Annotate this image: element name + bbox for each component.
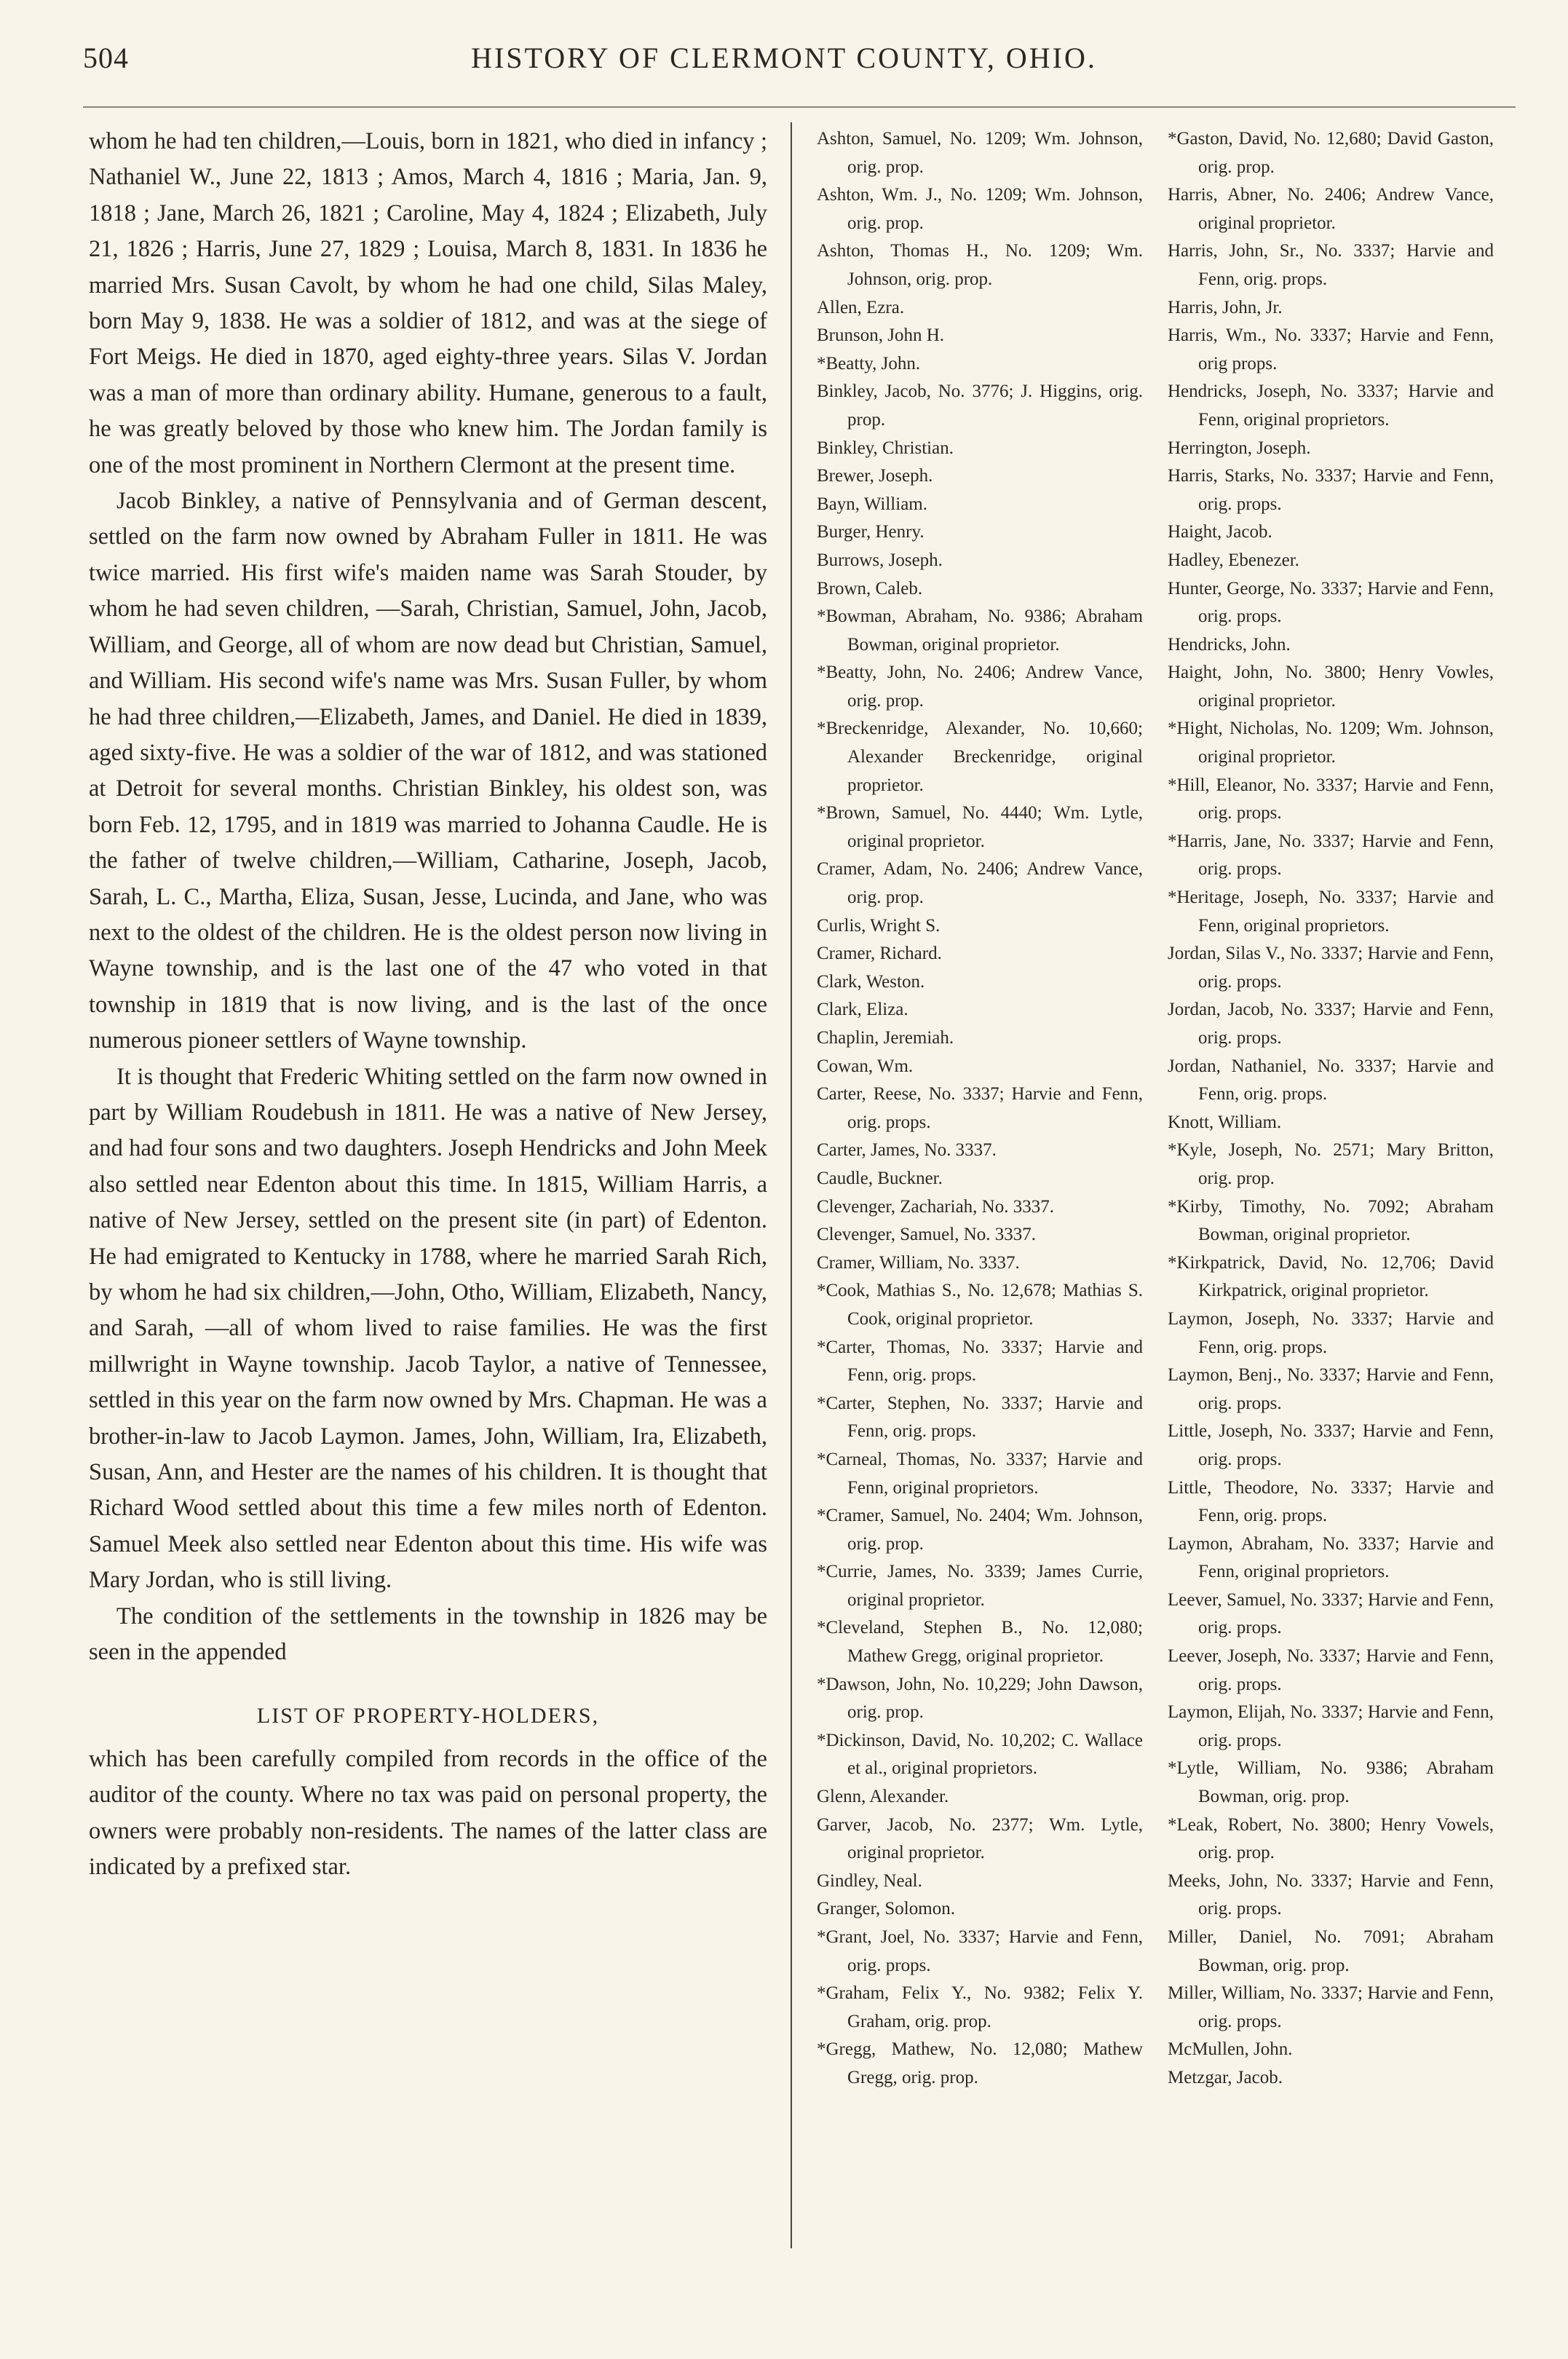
property-holder-entry: Harris, John, Sr., No. 3337; Harvie and Fenn, orig. props. [1168,241,1494,289]
property-holder-entry: Bayn, William. [817,494,927,514]
property-holder-entry: Burger, Henry. [817,522,924,542]
property-holder-entry: Allen, Ezra. [817,297,905,317]
header-rule [83,106,1516,108]
property-holder-entry: Carter, James, No. 3337. [817,1140,997,1161]
property-list-column-2 [1168,125,1494,2093]
property-holder-entry: Cramer, Adam, No. 2406; Andrew Vance, orig. prop. [817,859,1143,908]
property-holder-entry: Harris, Abner, No. 2406; Andrew Vance, original proprietor. [1168,185,1494,233]
property-holder-entry: *Beatty, John, No. 2406; Andrew Vance, orig. prop. [817,663,1143,711]
property-holder-entry: Cowan, Wm. [817,1056,914,1076]
property-holder-entry: *Harris, Jane, No. 3337; Harvie and Fenn, orig. props. [1168,831,1494,880]
property-holder-entry: Herrington, Joseph. [1168,438,1311,458]
property-holder-entry: Laymon, Elijah, No. 3337; Harvie and Fenn, orig. props. [1168,1702,1494,1750]
property-holder-entry: *Beatty, John. [817,353,921,374]
property-holder-entry: Hadley, Ebenezer. [1168,550,1299,570]
property-holder-entry: Miller, Daniel, No. 7091; Abraham Bowman, orig. prop. [1168,1927,1494,1975]
paragraph: whom he had ten children,—Louis, born in 1821, who died in infancy ; Nathaniel W., June 22, 1813 ; Amos, March 4, 1816 ; Maria, Jan. 9, 1818 ; Jane, March 26, 1821 ; Caroline, May 4, 1824 ; Elizabeth, July 21, 1826 ; Harris, June 27, 1829 ; Louisa, March 8, 1831. In 1836 he married Mrs. Susan Cavolt, by whom he had one child, Silas Maley, born May 9, 1838. He was a soldier of 1812, and was at the siege of Fort Meigs. He died in 1870, aged eighty-three years. Silas V. Jordan was a man of more than ordinary ability. Humane, generous to a fault, he was greatly beloved by those who knew him. The Jordan family is one of the most prominent in Northern Clermont at the present time. [89,128,767,478]
property-holder-entry: Jordan, Silas V., No. 3337; Harvie and Fenn, orig. props. [1168,944,1494,992]
property-holder-entry: *Carter, Stephen, No. 3337; Harvie and Fenn, orig. props. [817,1393,1143,1442]
property-holder-entry: Miller, William, No. 3337; Harvie and Fenn, orig. props. [1168,1983,1494,2031]
property-holder-entry: Harris, Starks, No. 3337; Harvie and Fenn, orig. props. [1168,466,1494,514]
property-holder-entry: *Brown, Samuel, No. 4440; Wm. Lytle, original proprietor. [817,803,1143,851]
property-holder-entry: *Kirkpatrick, David, No. 12,706; David Kirkpatrick, original proprietor. [1168,1252,1494,1301]
property-holder-entry: *Graham, Felix Y., No. 9382; Felix Y. Graham, orig. prop. [817,1983,1143,2031]
property-holder-entry: Little, Theodore, No. 3337; Harvie and Fenn, orig. props. [1168,1477,1494,1526]
property-holder-entry: Brewer, Joseph. [817,466,933,486]
property-holder-entry: *Cook, Mathias S., No. 12,678; Mathias S. Cook, original proprietor. [817,1281,1143,1329]
property-list-column-1 [817,125,1143,2093]
property-holder-entry: Hendricks, Joseph, No. 3337; Harvie and Fenn, original proprietors. [1168,382,1494,430]
property-holder-entry: Curlis, Wright S. [817,915,941,936]
property-holder-entry: Cramer, William, No. 3337. [817,1252,1020,1273]
property-holder-entry: Clark, Eliza. [817,1000,908,1020]
property-holder-entry: Granger, Solomon. [817,1899,955,1919]
property-holder-entry: Ashton, Samuel, No. 1209; Wm. Johnson, orig. prop. [817,129,1143,177]
property-holder-entry: *Breckenridge, Alexander, No. 10,660; Alexander Breckenridge, original proprietor. [817,719,1143,795]
property-holder-entry: *Grant, Joel, No. 3337; Harvie and Fenn, orig. props. [817,1927,1143,1975]
list-heading: LIST OF PROPERTY-HOLDERS, [256,1704,600,1728]
property-holder-entry: Clevenger, Zachariah, No. 3337. [817,1196,1054,1217]
property-holder-entry: *Kirby, Timothy, No. 7092; Abraham Bowman, original proprietor. [1168,1196,1494,1245]
property-holder-entry: *Carter, Thomas, No. 3337; Harvie and Fenn, orig. props. [817,1337,1143,1386]
property-holder-entry: *Hill, Eleanor, No. 3337; Harvie and Fenn, orig. props. [1168,775,1494,823]
column-divider [791,122,792,2248]
running-head-title: HISTORY OF CLERMONT COUNTY, OHIO. [471,42,1097,74]
property-holder-entry: Little, Joseph, No. 3337; Harvie and Fenn, orig. props. [1168,1421,1494,1469]
property-holder-entry: Hendricks, John. [1168,634,1291,655]
property-holder-entry: Haight, John, No. 3800; Henry Vowles, original proprietor. [1168,663,1494,711]
property-holder-entry: Gindley, Neal. [817,1870,922,1891]
property-holder-entry: Harris, Wm., No. 3337; Harvie and Fenn, orig props. [1168,325,1494,374]
narrative-column [89,124,767,1886]
property-holder-entry: *Gaston, David, No. 12,680; David Gaston, orig. prop. [1168,129,1494,177]
property-holder-entry: Brown, Caleb. [817,578,923,598]
property-holder-entry: Ashton, Thomas H., No. 1209; Wm. Johnson, orig. prop. [817,241,1143,289]
property-holder-entry: Laymon, Benj., No. 3337; Harvie and Fenn, orig. props. [1168,1365,1494,1413]
property-holder-entry: Laymon, Joseph, No. 3337; Harvie and Fenn, orig. props. [1168,1308,1494,1357]
property-holder-entry: Meeks, John, No. 3337; Harvie and Fenn, orig. props. [1168,1870,1494,1919]
property-holder-entry: Jordan, Jacob, No. 3337; Harvie and Fenn, orig. props. [1168,1000,1494,1048]
property-holder-entry: Jordan, Nathaniel, No. 3337; Harvie and Fenn, orig. props. [1168,1056,1494,1105]
property-holder-entry: Garver, Jacob, No. 2377; Wm. Lytle, original proprietor. [817,1814,1143,1863]
property-holder-entry: *Carneal, Thomas, No. 3337; Harvie and Fenn, original proprietors. [817,1449,1143,1498]
property-holder-entry: Ashton, Wm. J., No. 1209; Wm. Johnson, orig. prop. [817,185,1143,233]
paragraph: Jacob Binkley, a native of Pennsylvania and of German descent, settled on the farm now owned by Abraham Fuller in 1811. He was twice married. His first wife's maiden name was Sarah Stouder, by whom he had seven children, —Sarah, Christian, Samuel, John, Jacob, William, and George, all of whom are now dead but Christian, Samuel, and William. His second wife's name was Mrs. Susan Fuller, by whom he had three children,—Elizabeth, James, and Daniel. He died in 1839, aged sixty-five. He was a soldier of the war of 1812, and was stationed at Detroit for several months. Christian Binkley, his oldest son, was born Feb. 12, 1795, and in 1819 was married to Johanna Caudle. He is the father of twelve children,—William, Catharine, Joseph, Jacob, Sarah, L. C., Martha, Eliza, Susan, Jesse, Lucinda, and Jane, who was next to the oldest of the children. He is the oldest person now living in Wayne township, and is the last one of the 47 who voted in that township in 1819 that is now living, and is the last of the once numerous pioneer settlers of Wayne township. [89,488,767,1054]
property-holder-entry: Clevenger, Samuel, No. 3337. [817,1225,1037,1245]
property-holder-entry: Carter, Reese, No. 3337; Harvie and Fenn, orig. props. [817,1084,1143,1132]
property-holder-entry: *Bowman, Abraham, No. 9386; Abraham Bowman, original proprietor. [817,606,1143,655]
property-holder-entry: McMullen, John. [1168,2039,1293,2060]
property-holder-entry: Knott, William. [1168,1112,1282,1132]
property-holder-entry: Leever, Samuel, No. 3337; Harvie and Fenn, orig. props. [1168,1589,1494,1638]
property-holder-entry: Brunson, John H. [817,325,945,346]
property-holder-entry: Clark, Weston. [817,971,925,992]
property-holder-entry: *Kyle, Joseph, No. 2571; Mary Britton, orig. prop. [1168,1140,1494,1188]
property-holder-entry: *Dickinson, David, No. 10,202; C. Wallace et al., original proprietors. [817,1730,1143,1779]
property-holder-entry: *Cleveland, Stephen B., No. 12,080; Mathew Gregg, original proprietor. [817,1618,1143,1667]
property-holder-entry: Glenn, Alexander. [817,1787,949,1807]
property-holder-entry: *Leak, Robert, No. 3800; Henry Vowels, orig. prop. [1168,1814,1494,1863]
property-holder-entry: Haight, Jacob. [1168,522,1272,542]
property-holder-entry: Binkley, Christian. [817,438,954,458]
property-holder-entry: Chaplin, Jeremiah. [817,1028,954,1048]
property-holder-entry: Hunter, George, No. 3337; Harvie and Fenn, orig. props. [1168,578,1494,627]
property-holder-entry: *Cramer, Samuel, No. 2404; Wm. Johnson, orig. prop. [817,1506,1143,1554]
property-holder-entry: Caudle, Buckner. [817,1168,943,1188]
property-holder-entry: Burrows, Joseph. [817,550,943,570]
property-holder-entry: *Currie, James, No. 3339; James Currie, original proprietor. [817,1562,1143,1610]
property-holder-entry: Leever, Joseph, No. 3337; Harvie and Fenn, orig. props. [1168,1646,1494,1694]
property-holder-entry: *Dawson, John, No. 10,229; John Dawson, orig. prop. [817,1674,1143,1723]
paragraph: which has been carefully compiled from records in the office of the auditor of the county. Where no tax was paid on personal property, the owners were probably non-residents. The names of the latter class are indicated by a prefixed star. [89,1745,767,1881]
property-holder-entry: Metzgar, Jacob. [1168,2067,1283,2087]
page-number: 504 [83,42,129,74]
paragraph: It is thought that Frederic Whiting settled on the farm now owned in part by William Roudebush in 1811. He was a native of New Jersey, and had four sons and two daughters. Joseph Hendricks and John Meek also settled near Edenton about this time. In 1815, William Harris, a native of New Jersey, settled on the present site (in part) of Edenton. He had emigrated to Kentucky in 1788, where he married Sarah Rich, by whom he had six children,—John, Otho, William, Elizabeth, Nancy, and Sarah, —all of whom lived to raise families. He was the first millwright in Wayne township. Jacob Taylor, a native of Tennessee, settled in this year on the farm now owned by Mrs. Chapman. He was a brother-in-law to Jacob Laymon. James, John, William, Ira, Elizabeth, Susan, Ann, and Hester are the names of his children. It is thought that Richard Wood settled about this time a few miles north of Edenton. Samuel Meek also settled near Edenton about this time. His wife was Mary Jordan, who is still living. [89,1063,767,1594]
property-holder-entry: *Hight, Nicholas, No. 1209; Wm. Johnson, original proprietor. [1168,719,1494,767]
property-holder-entry: Cramer, Richard. [817,944,942,964]
property-holder-entry: *Gregg, Mathew, No. 12,080; Mathew Gregg, orig. prop. [817,2039,1143,2087]
property-holder-entry: *Lytle, William, No. 9386; Abraham Bowman, orig. prop. [1168,1758,1494,1807]
property-holder-entry: Harris, John, Jr. [1168,297,1283,317]
property-holder-entry: Laymon, Abraham, No. 3337; Harvie and Fenn, original proprietors. [1168,1533,1494,1582]
paragraph: The condition of the settlements in the township in 1826 may be seen in the appended [89,1603,767,1666]
property-holder-entry: Binkley, Jacob, No. 3776; J. Higgins, orig. prop. [817,382,1143,430]
property-holder-entry: *Heritage, Joseph, No. 3337; Harvie and Fenn, original proprietors. [1168,888,1494,936]
